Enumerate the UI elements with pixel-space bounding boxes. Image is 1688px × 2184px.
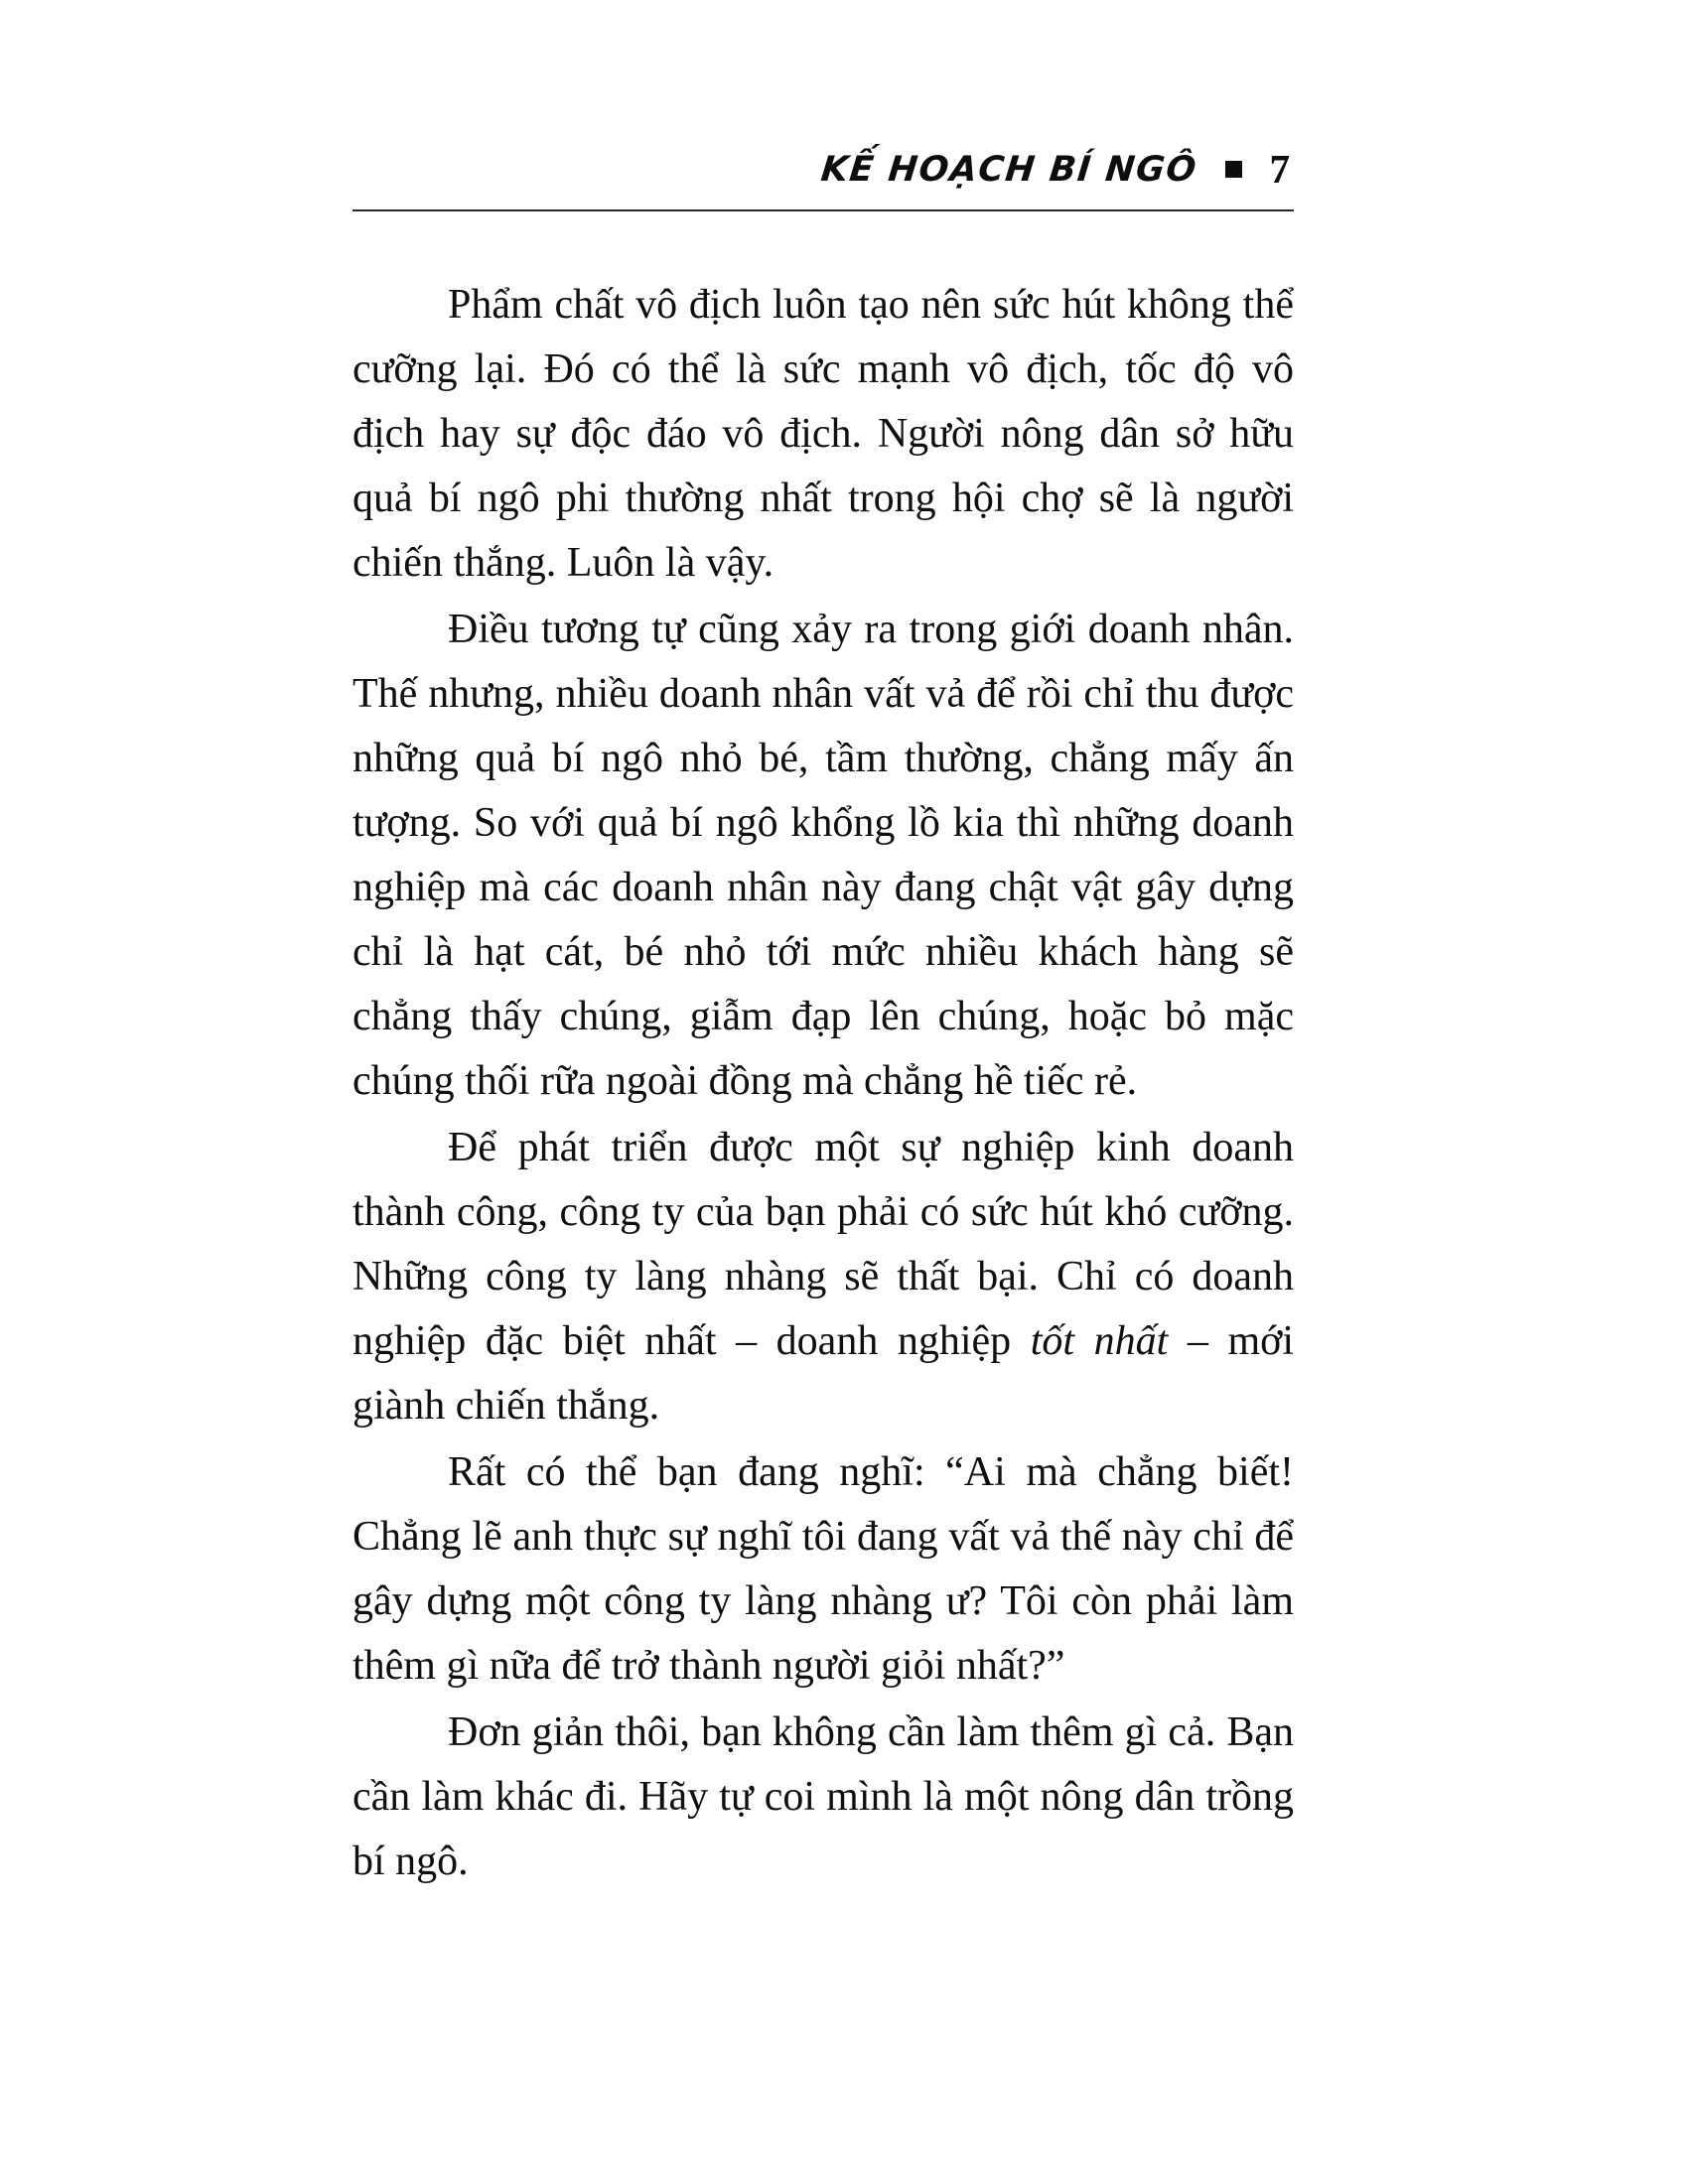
paragraph-segment: Để phát triển được một sự nghiệp kinh doanh thành công, công ty của bạn phải có sức hút khó cưỡng. Những công ty làng nhàng sẽ thất bại. Chỉ có doanh nghiệp đặc biệt nhất – doanh nghiệp — [352, 1125, 1294, 1364]
header-divider — [352, 209, 1294, 211]
paragraph: Rất có thể bạn đang nghĩ: “Ai mà chẳng biết! Chẳng lẽ anh thực sự nghĩ tôi đang vất vả thế này chỉ để gây dựng một công ty làng nhàng ư? Tôi còn phải làm thêm gì nữa để trở thành người giỏi nhất?” — [352, 1449, 1294, 1689]
body-text — [352, 273, 1294, 1894]
paragraph: Phẩm chất vô địch luôn tạo nên sức hút không thể cưỡng lại. Đó có thể là sức mạnh vô địch, tốc độ vô địch hay sự độc đáo vô địch. Người nông dân sở hữu quả bí ngô phi thường nhất trong hội chợ sẽ là người chiến thắng. Luôn là vậy. — [352, 282, 1294, 586]
square-bullet-icon — [1225, 161, 1242, 178]
page-content — [352, 146, 1294, 1894]
paragraph: Điều tương tự cũng xảy ra trong giới doanh nhân. Thế nhưng, nhiều doanh nhân vất vả để rồi chỉ thu được những quả bí ngô nhỏ bé, tầm thường, chẳng mấy ấn tượng. So với quả bí ngô khổng lồ kia thì những doanh nghiệp mà các doanh nhân này đang chật vật gây dựng chỉ là hạt cát, bé nhỏ tới mức nhiều khách hàng sẽ chẳng thấy chúng, giẫm đạp lên chúng, hoặc bỏ mặc chúng thối rữa ngoài đồng mà chẳng hề tiếc rẻ. — [352, 607, 1294, 1104]
page-header — [352, 146, 1294, 209]
paragraph-segment-italic: tốt nhất — [1030, 1318, 1169, 1364]
paragraph — [352, 1116, 1294, 1438]
page-number: 7 — [1269, 146, 1290, 192]
running-title: KẾ HOẠCH BÍ NGÔ — [818, 149, 1199, 190]
paragraph: Đơn giản thôi, bạn không cần làm thêm gì cả. Bạn cần làm khác đi. Hãy tự coi mình là một nông dân trồng bí ngô. — [352, 1709, 1294, 1884]
paragraph-segment: – mới giành chiến thắng. — [352, 1318, 1294, 1429]
